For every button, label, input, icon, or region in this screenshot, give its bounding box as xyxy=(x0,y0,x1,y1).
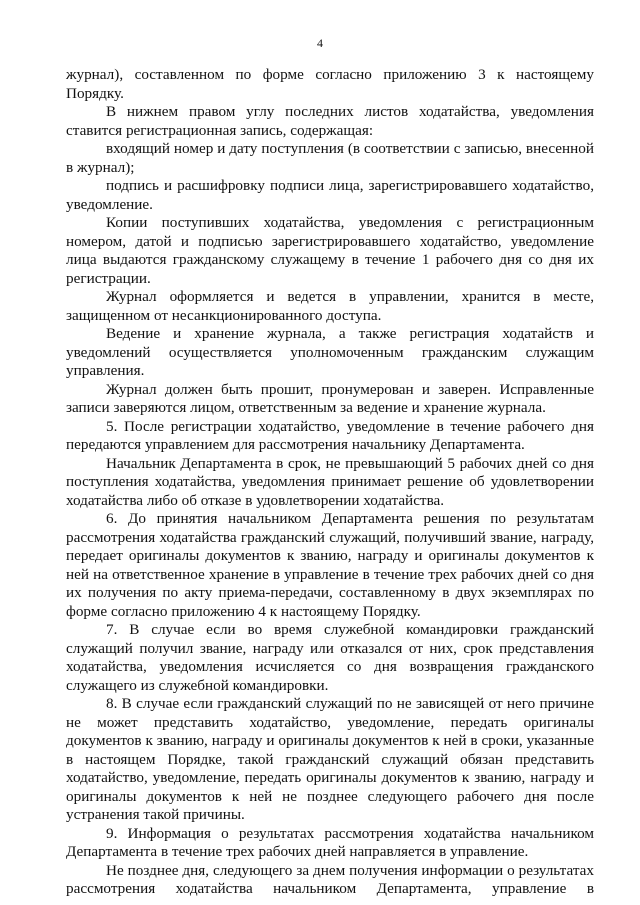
text-line: регистрации. xyxy=(66,269,151,287)
text-line: Журнал должен быть прошит, пронумерован и заверен. Исправленные xyxy=(106,380,594,398)
text-line: 8. В случае если гражданский служащий по не зависящей от него причине xyxy=(106,695,594,712)
text-line: в журнал); xyxy=(66,158,135,176)
text-line: Ведение и хранение журнала, а также регистрация ходатайств и xyxy=(106,325,594,342)
text-line: передает оригиналы документов к званию, награду и оригиналы документов к xyxy=(66,547,594,564)
text-line: ставится регистрационная запись, содержащая: xyxy=(66,121,374,139)
text-line: не может представить ходатайство, уведомление, передать оригиналы xyxy=(66,713,594,731)
text-line: Департамента в течение трех рабочих дней направляется в управление. xyxy=(66,843,529,860)
text-line: управления. xyxy=(66,362,145,379)
text-line: Начальник Департамента в срок, не превышающий 5 рабочих дней со дня xyxy=(106,454,594,472)
text-line: ней на ответственное хранение в управление в течение трех рабочих дней со дня xyxy=(66,565,594,583)
text-line: рассмотрения ходатайства гражданский служащий, получивший звание, награду, xyxy=(66,528,594,546)
text-line: документов к званию, награду и оригиналы документов к ней в сроки, указанные xyxy=(66,732,594,749)
page-number: 4 xyxy=(317,36,323,50)
text-line: их получения по акту приема-передачи, составленному в двух экземплярах по xyxy=(66,584,594,601)
text-line: ходатайства либо об отказе в удовлетворении ходатайства. xyxy=(66,491,445,509)
text-line: ходатайства, уведомления исчисляется со дня возвращения гражданского xyxy=(66,658,594,675)
text-line: служащий получил звание, награду или отказался от них, срок представления xyxy=(66,639,594,657)
text-line: поступления ходатайства, уведомления принимает решение об удовлетворении xyxy=(66,473,594,490)
text-line: рассмотрения ходатайства начальником Департамента, управление в xyxy=(66,880,594,897)
text-line: форме согласно приложению 4 к настоящему Порядку. xyxy=(66,602,421,620)
text-line: записи заверяются лицом, ответственным за ведение и хранение журнала. xyxy=(66,399,546,416)
text-line: в настоящем Порядке, такой гражданский служащий обязан представить xyxy=(66,750,594,768)
text-line: уведомление. xyxy=(66,195,153,213)
text-line: служащего из служебной командировки. xyxy=(66,676,329,694)
text-line: номером, датой и подписью зарегистрировавшего ходатайство, уведомление xyxy=(66,232,594,250)
text-line: 5. После регистрации ходатайство, уведомление в течение рабочего дня xyxy=(106,417,594,435)
text-line: ходатайство, уведомление, передать оригиналы документов к званию, награду и xyxy=(66,769,594,786)
text-line: лица выдаются гражданскому служащему в течение 1 рабочего дня со дня их xyxy=(66,251,594,268)
text-line: входящий номер и дату поступления (в соответствии с записью, внесенной xyxy=(106,140,594,157)
text-line: Копии поступивших ходатайства, уведомления с регистрационным xyxy=(106,214,594,231)
text-line: оригиналы документов к ней не позднее следующего рабочего дня после xyxy=(66,787,594,805)
text-line: В нижнем правом углу последних листов ходатайства, уведомления xyxy=(106,103,594,120)
text-line: 6. До принятия начальником Департамента решения по результатам xyxy=(106,510,594,527)
text-line: защищенном от несанкционированного доступа. xyxy=(66,306,382,324)
text-line: передаются управлением для рассмотрения начальнику Департамента. xyxy=(66,436,525,453)
text-line: устранения такой причины. xyxy=(66,806,245,823)
text-line: уведомлений осуществляется уполномоченным гражданским служащим xyxy=(66,343,594,361)
text-line: 7. В случае если во время служебной командировки гражданский xyxy=(106,621,594,638)
text-line: Порядку. xyxy=(66,84,124,102)
text-line: 9. Информация о результатах рассмотрения ходатайства начальником xyxy=(106,824,594,842)
text-line: Не позднее дня, следующего за днем получения информации о результатах xyxy=(106,861,594,879)
text-line: журнал), составленном по форме согласно приложению 3 к настоящему xyxy=(66,66,594,83)
text-line: подпись и расшифровку подписи лица, зарегистрировавшего ходатайство, xyxy=(106,177,594,194)
text-line: Журнал оформляется и ведется в управлении, хранится в месте, xyxy=(106,288,594,305)
